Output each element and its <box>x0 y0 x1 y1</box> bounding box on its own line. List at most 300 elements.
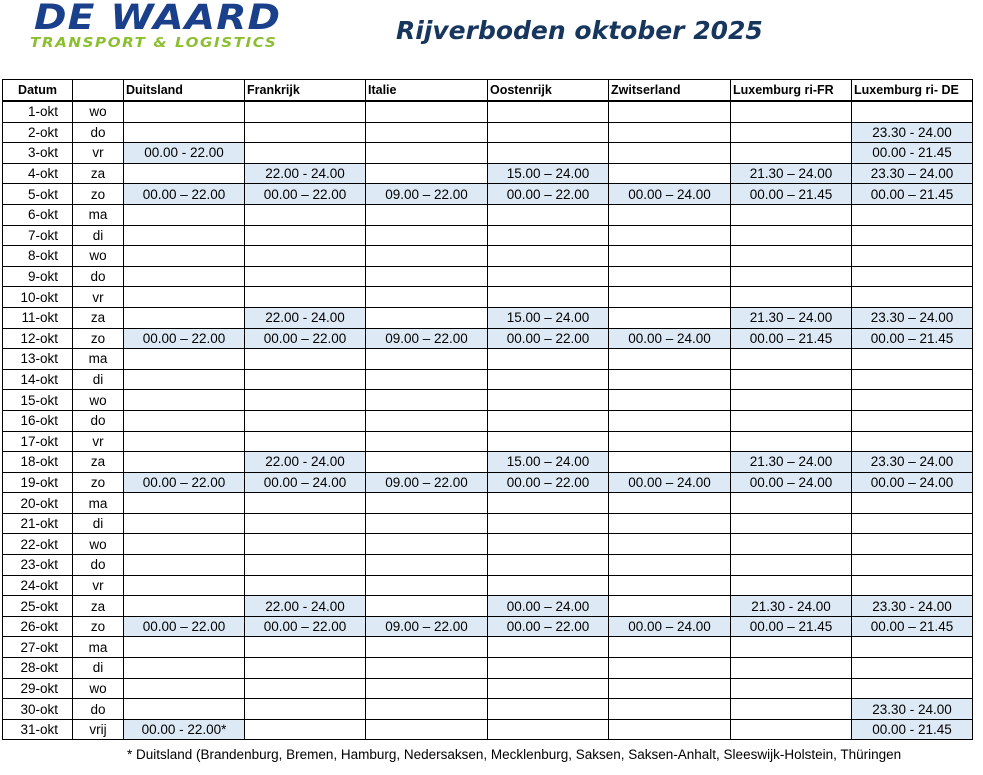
table-row <box>3 575 973 596</box>
ban-time-cell <box>731 658 852 679</box>
weekday-cell: do <box>73 555 124 576</box>
ban-time-cell <box>366 225 488 246</box>
ban-time-cell <box>609 122 731 143</box>
ban-time-cell <box>852 369 973 390</box>
date-cell: 15-okt <box>3 390 73 411</box>
table-row <box>3 184 973 205</box>
ban-time-cell <box>366 637 488 658</box>
ban-time-cell <box>731 534 852 555</box>
date-cell: 9-okt <box>3 266 73 287</box>
table-row <box>3 143 973 164</box>
ban-time-cell: 00.00 – 22.00 <box>488 184 609 205</box>
ban-time-cell <box>609 287 731 308</box>
ban-time-cell: 00.00 - 22.00 <box>124 143 245 164</box>
page-title: Rijverboden oktober 2025 <box>396 16 763 45</box>
ban-time-cell <box>488 122 609 143</box>
date-cell: 10-okt <box>3 287 73 308</box>
date-cell: 22-okt <box>3 534 73 555</box>
ban-time-cell <box>609 637 731 658</box>
weekday-cell: do <box>73 699 124 720</box>
table-row <box>3 637 973 658</box>
ban-time-cell: 00.00 – 22.00 <box>124 616 245 637</box>
ban-time-cell <box>609 163 731 184</box>
ban-time-cell: 22.00 - 24.00 <box>245 307 366 328</box>
weekday-cell: vrij <box>73 719 124 740</box>
date-cell: 5-okt <box>3 184 73 205</box>
ban-time-cell <box>124 658 245 679</box>
ban-time-cell: 23.30 - 24.00 <box>852 596 973 617</box>
ban-time-cell <box>609 431 731 452</box>
ban-time-cell <box>124 369 245 390</box>
ban-time-cell: 00.00 – 24.00 <box>609 184 731 205</box>
table-row <box>3 431 973 452</box>
ban-time-cell: 21.30 - 24.00 <box>731 596 852 617</box>
table-header-row <box>3 80 973 102</box>
weekday-cell: wo <box>73 246 124 267</box>
date-cell: 13-okt <box>3 349 73 370</box>
ban-time-cell <box>245 678 366 699</box>
ban-time-cell <box>488 143 609 164</box>
ban-time-cell <box>488 225 609 246</box>
ban-time-cell <box>366 246 488 267</box>
ban-time-cell <box>488 699 609 720</box>
weekday-cell: wo <box>73 678 124 699</box>
ban-time-cell <box>366 596 488 617</box>
weekday-cell: ma <box>73 204 124 225</box>
weekday-cell: wo <box>73 390 124 411</box>
weekday-cell: ma <box>73 637 124 658</box>
ban-time-cell <box>245 143 366 164</box>
ban-time-cell: 00.00 – 24.00 <box>731 472 852 493</box>
ban-time-cell <box>731 225 852 246</box>
ban-time-cell <box>366 266 488 287</box>
ban-time-cell <box>609 349 731 370</box>
date-cell: 14-okt <box>3 369 73 390</box>
weekday-cell: za <box>73 596 124 617</box>
ban-time-cell <box>731 204 852 225</box>
ban-time-cell: 00.00 – 21.45 <box>731 616 852 637</box>
date-cell: 29-okt <box>3 678 73 699</box>
column-header-country: Italie <box>366 80 488 102</box>
ban-time-cell: 09.00 – 22.00 <box>366 472 488 493</box>
ban-time-cell <box>852 266 973 287</box>
ban-time-cell: 00.00 – 21.45 <box>731 184 852 205</box>
ban-time-cell <box>852 410 973 431</box>
table-row <box>3 513 973 534</box>
ban-time-cell <box>852 246 973 267</box>
ban-time-cell <box>731 678 852 699</box>
ban-time-cell: 00.00 - 21.45 <box>852 719 973 740</box>
ban-time-cell <box>731 410 852 431</box>
ban-time-cell: 00.00 – 21.45 <box>852 328 973 349</box>
ban-time-cell <box>488 575 609 596</box>
ban-time-cell <box>488 390 609 411</box>
date-cell: 3-okt <box>3 143 73 164</box>
ban-time-cell <box>488 431 609 452</box>
ban-time-cell: 00.00 – 22.00 <box>245 328 366 349</box>
ban-time-cell <box>366 699 488 720</box>
ban-time-cell <box>609 225 731 246</box>
ban-time-cell <box>124 410 245 431</box>
ban-time-cell <box>731 390 852 411</box>
ban-time-cell: 00.00 – 22.00 <box>488 616 609 637</box>
column-header-country: Luxemburg ri-FR <box>731 80 852 102</box>
ban-time-cell <box>609 678 731 699</box>
ban-time-cell <box>366 287 488 308</box>
ban-time-cell <box>245 555 366 576</box>
ban-time-cell <box>609 596 731 617</box>
ban-time-cell <box>245 534 366 555</box>
date-cell: 20-okt <box>3 493 73 514</box>
weekday-cell: di <box>73 658 124 679</box>
table-row <box>3 122 973 143</box>
footnote: * Duitsland (Brandenburg, Bremen, Hamburg, Nedersaksen, Mecklenburg, Saksen, Saksen-Anhalt, Sleeswijk-Holstein, Thüringen <box>127 747 902 762</box>
date-cell: 16-okt <box>3 410 73 431</box>
ban-time-cell <box>366 719 488 740</box>
ban-time-cell: 00.00 – 24.00 <box>488 596 609 617</box>
ban-time-cell <box>609 513 731 534</box>
ban-time-cell <box>609 452 731 473</box>
ban-time-cell <box>609 575 731 596</box>
date-cell: 11-okt <box>3 307 73 328</box>
table-row <box>3 534 973 555</box>
table-row <box>3 699 973 720</box>
weekday-cell: do <box>73 410 124 431</box>
ban-time-cell: 09.00 – 22.00 <box>366 184 488 205</box>
weekday-cell: wo <box>73 101 124 122</box>
ban-time-cell <box>366 143 488 164</box>
ban-time-cell: 22.00 - 24.00 <box>245 596 366 617</box>
ban-time-cell <box>731 719 852 740</box>
weekday-cell: zo <box>73 328 124 349</box>
ban-time-cell <box>124 349 245 370</box>
weekday-cell: wo <box>73 534 124 555</box>
ban-time-cell: 00.00 – 22.00 <box>124 472 245 493</box>
ban-time-cell <box>731 266 852 287</box>
ban-time-cell <box>366 204 488 225</box>
ban-time-cell <box>245 122 366 143</box>
table-row <box>3 719 973 740</box>
ban-time-cell <box>488 349 609 370</box>
weekday-cell: ma <box>73 349 124 370</box>
ban-time-cell <box>488 287 609 308</box>
date-cell: 30-okt <box>3 699 73 720</box>
weekday-cell: za <box>73 307 124 328</box>
ban-time-cell: 21.30 – 24.00 <box>731 452 852 473</box>
ban-time-cell <box>731 287 852 308</box>
ban-time-cell <box>124 246 245 267</box>
table-row <box>3 204 973 225</box>
ban-time-cell <box>366 307 488 328</box>
table-row <box>3 287 973 308</box>
table-row <box>3 246 973 267</box>
weekday-cell: di <box>73 513 124 534</box>
ban-time-cell <box>609 410 731 431</box>
ban-time-cell <box>245 266 366 287</box>
ban-time-cell <box>731 575 852 596</box>
ban-time-cell <box>609 204 731 225</box>
column-header-datum: Datum <box>3 80 73 102</box>
ban-time-cell <box>124 699 245 720</box>
ban-time-cell <box>124 101 245 122</box>
table-row <box>3 410 973 431</box>
ban-time-cell <box>124 307 245 328</box>
ban-time-cell <box>245 246 366 267</box>
ban-time-cell <box>245 204 366 225</box>
ban-time-cell: 23.30 - 24.00 <box>852 699 973 720</box>
ban-time-cell: 00.00 – 24.00 <box>609 328 731 349</box>
weekday-cell: do <box>73 122 124 143</box>
weekday-cell: vr <box>73 143 124 164</box>
ban-time-cell <box>609 493 731 514</box>
weekday-cell: ma <box>73 493 124 514</box>
table-row <box>3 163 973 184</box>
ban-time-cell <box>852 204 973 225</box>
ban-time-cell <box>366 101 488 122</box>
weekday-cell: za <box>73 452 124 473</box>
ban-time-cell <box>852 637 973 658</box>
ban-time-cell <box>731 637 852 658</box>
logo-wordmark: DE WAARD <box>34 0 282 38</box>
ban-time-cell <box>731 143 852 164</box>
ban-time-cell <box>731 431 852 452</box>
ban-time-cell <box>124 287 245 308</box>
ban-time-cell <box>852 287 973 308</box>
ban-time-cell <box>609 307 731 328</box>
weekday-cell: vr <box>73 287 124 308</box>
date-cell: 26-okt <box>3 616 73 637</box>
ban-time-cell <box>366 678 488 699</box>
ban-time-cell <box>366 410 488 431</box>
weekday-cell: vr <box>73 431 124 452</box>
ban-time-cell <box>124 596 245 617</box>
ban-time-cell <box>245 349 366 370</box>
date-cell: 18-okt <box>3 452 73 473</box>
ban-time-cell <box>731 555 852 576</box>
date-cell: 27-okt <box>3 637 73 658</box>
column-header-country: Zwitserland <box>609 80 731 102</box>
ban-time-cell <box>366 658 488 679</box>
ban-time-cell <box>852 493 973 514</box>
ban-time-cell <box>731 246 852 267</box>
ban-time-cell <box>731 122 852 143</box>
ban-time-cell <box>731 349 852 370</box>
ban-time-cell <box>488 101 609 122</box>
ban-time-cell <box>245 390 366 411</box>
ban-time-cell: 00.00 – 22.00 <box>488 472 609 493</box>
date-cell: 23-okt <box>3 555 73 576</box>
ban-time-cell <box>245 410 366 431</box>
ban-time-cell <box>245 658 366 679</box>
ban-time-cell <box>852 225 973 246</box>
ban-time-cell <box>852 431 973 452</box>
ban-time-cell: 23.30 – 24.00 <box>852 307 973 328</box>
ban-time-cell: 15.00 – 24.00 <box>488 307 609 328</box>
ban-time-cell <box>124 534 245 555</box>
ban-time-cell <box>852 390 973 411</box>
driving-ban-table <box>2 79 973 740</box>
ban-time-cell: 21.30 – 24.00 <box>731 163 852 184</box>
column-header-country: Luxemburg ri- DE <box>852 80 973 102</box>
ban-time-cell <box>366 534 488 555</box>
ban-time-cell <box>609 143 731 164</box>
ban-time-cell: 22.00 - 24.00 <box>245 163 366 184</box>
ban-time-cell <box>245 287 366 308</box>
ban-time-cell <box>366 513 488 534</box>
ban-time-cell <box>124 637 245 658</box>
table-row <box>3 101 973 122</box>
ban-time-cell: 15.00 – 24.00 <box>488 452 609 473</box>
date-cell: 1-okt <box>3 101 73 122</box>
ban-time-cell <box>366 163 488 184</box>
table-body <box>3 101 973 740</box>
ban-time-cell <box>852 101 973 122</box>
ban-time-cell <box>609 369 731 390</box>
ban-time-cell <box>488 493 609 514</box>
date-cell: 31-okt <box>3 719 73 740</box>
ban-time-cell: 00.00 – 22.00 <box>124 328 245 349</box>
ban-time-cell <box>488 204 609 225</box>
table-row <box>3 493 973 514</box>
table-row <box>3 555 973 576</box>
ban-time-cell: 00.00 – 22.00 <box>245 184 366 205</box>
ban-time-cell <box>852 349 973 370</box>
ban-time-cell <box>488 678 609 699</box>
company-logo <box>30 2 330 54</box>
table-row <box>3 678 973 699</box>
ban-time-cell <box>245 637 366 658</box>
ban-time-cell <box>124 513 245 534</box>
ban-time-cell <box>366 390 488 411</box>
ban-time-cell <box>852 513 973 534</box>
ban-time-cell <box>852 678 973 699</box>
ban-time-cell: 23.30 - 24.00 <box>852 122 973 143</box>
ban-time-cell <box>609 699 731 720</box>
ban-time-cell <box>245 369 366 390</box>
date-cell: 24-okt <box>3 575 73 596</box>
ban-time-cell <box>852 575 973 596</box>
ban-time-cell <box>245 699 366 720</box>
ban-time-cell <box>488 266 609 287</box>
weekday-cell: zo <box>73 472 124 493</box>
date-cell: 6-okt <box>3 204 73 225</box>
table-row <box>3 616 973 637</box>
ban-time-cell <box>124 493 245 514</box>
weekday-cell: za <box>73 163 124 184</box>
column-header-day <box>73 80 124 102</box>
weekday-cell: di <box>73 369 124 390</box>
ban-time-cell: 23.30 – 24.00 <box>852 452 973 473</box>
table-row <box>3 452 973 473</box>
table-row <box>3 307 973 328</box>
ban-time-cell <box>245 101 366 122</box>
weekday-cell: zo <box>73 184 124 205</box>
ban-time-cell <box>731 101 852 122</box>
ban-time-cell <box>124 678 245 699</box>
ban-time-cell: 09.00 – 22.00 <box>366 616 488 637</box>
ban-time-cell <box>366 555 488 576</box>
ban-time-cell <box>488 410 609 431</box>
ban-time-cell <box>609 390 731 411</box>
table-row <box>3 369 973 390</box>
ban-time-cell: 21.30 – 24.00 <box>731 307 852 328</box>
ban-time-cell: 15.00 – 24.00 <box>488 163 609 184</box>
table-row <box>3 596 973 617</box>
ban-time-cell: 00.00 - 22.00* <box>124 719 245 740</box>
ban-time-cell <box>488 246 609 267</box>
ban-time-cell: 00.00 – 22.00 <box>245 616 366 637</box>
column-header-country: Oostenrijk <box>488 80 609 102</box>
column-header-country: Duitsland <box>124 80 245 102</box>
ban-time-cell <box>245 719 366 740</box>
ban-time-cell: 23.30 – 24.00 <box>852 163 973 184</box>
table-row <box>3 349 973 370</box>
ban-time-cell <box>366 452 488 473</box>
ban-time-cell <box>609 555 731 576</box>
ban-time-cell <box>245 225 366 246</box>
date-cell: 4-okt <box>3 163 73 184</box>
ban-time-cell <box>124 266 245 287</box>
weekday-cell: zo <box>73 616 124 637</box>
ban-time-cell <box>124 163 245 184</box>
date-cell: 21-okt <box>3 513 73 534</box>
logo-tagline: TRANSPORT & LOGISTICS <box>30 35 278 51</box>
date-cell: 19-okt <box>3 472 73 493</box>
ban-time-cell <box>245 493 366 514</box>
ban-time-cell <box>124 122 245 143</box>
ban-time-cell <box>124 431 245 452</box>
ban-time-cell <box>609 719 731 740</box>
date-cell: 8-okt <box>3 246 73 267</box>
ban-time-cell <box>366 431 488 452</box>
ban-time-cell <box>852 555 973 576</box>
date-cell: 25-okt <box>3 596 73 617</box>
ban-time-cell <box>488 658 609 679</box>
ban-time-cell: 00.00 – 24.00 <box>852 472 973 493</box>
ban-time-cell: 22.00 - 24.00 <box>245 452 366 473</box>
table-row <box>3 225 973 246</box>
ban-time-cell <box>609 246 731 267</box>
ban-time-cell <box>731 513 852 534</box>
ban-time-cell <box>609 658 731 679</box>
ban-time-cell <box>488 513 609 534</box>
ban-time-cell <box>124 225 245 246</box>
weekday-cell: do <box>73 266 124 287</box>
ban-time-cell: 00.00 – 24.00 <box>245 472 366 493</box>
ban-time-cell <box>488 534 609 555</box>
ban-time-cell <box>852 534 973 555</box>
ban-time-cell: 00.00 – 21.45 <box>731 328 852 349</box>
table-row <box>3 266 973 287</box>
ban-time-cell <box>488 637 609 658</box>
date-cell: 7-okt <box>3 225 73 246</box>
date-cell: 2-okt <box>3 122 73 143</box>
ban-time-cell <box>852 658 973 679</box>
ban-time-cell <box>245 575 366 596</box>
ban-time-cell: 00.00 – 24.00 <box>609 616 731 637</box>
ban-time-cell: 00.00 – 24.00 <box>609 472 731 493</box>
ban-time-cell <box>366 493 488 514</box>
ban-time-cell <box>366 575 488 596</box>
table-row <box>3 472 973 493</box>
table-row <box>3 328 973 349</box>
ban-time-cell <box>488 369 609 390</box>
table-row <box>3 658 973 679</box>
ban-time-cell <box>124 555 245 576</box>
ban-time-cell <box>366 122 488 143</box>
ban-time-cell <box>609 101 731 122</box>
ban-time-cell <box>488 719 609 740</box>
